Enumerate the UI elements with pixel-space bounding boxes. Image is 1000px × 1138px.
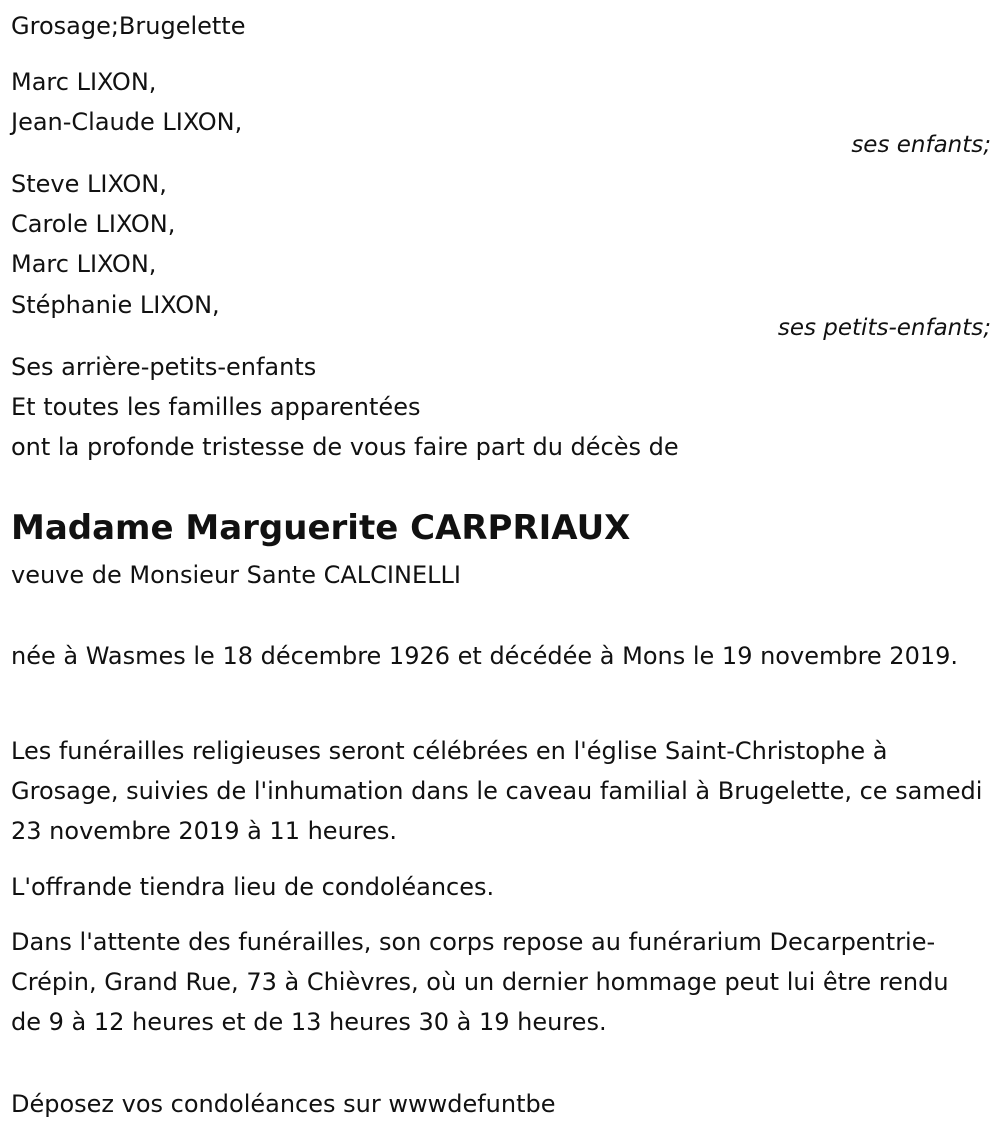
children-label: ses enfants; — [851, 132, 991, 158]
grandchild-name: Marc LIXON, — [11, 250, 157, 278]
child-name: Marc LIXON, — [11, 68, 157, 96]
relatives-line: Et toutes les familles apparentées — [11, 393, 421, 421]
great-grandchildren-line: Ses arrière-petits-enfants — [11, 353, 317, 381]
offering-paragraph: L'offrande tiendra lieu de condoléances. — [11, 873, 495, 901]
widow-of-line: veuve de Monsieur Sante CALCINELLI — [11, 561, 461, 589]
condolences-line: Déposez vos condoléances sur wwwdefuntbe — [11, 1090, 556, 1118]
location-header: Grosage;Brugelette — [11, 12, 246, 40]
grandchildren-label: ses petits-enfants; — [777, 315, 991, 341]
grandchild-name: Steve LIXON, — [11, 170, 167, 198]
child-name: Jean-Claude LIXON, — [11, 108, 243, 136]
funeral-paragraph: Les funérailles religieuses seront célébrées en l'église Saint-Christophe à Grosage, suivies de l'inhumation dans le caveau familial à Brugelette, ce samedi 23 novembre 2019 à 11 heures. — [11, 737, 983, 845]
announcement-line: ont la profonde tristesse de vous faire part du décès de — [11, 433, 679, 461]
obituary-notice — [11, 0, 991, 1138]
visitation-paragraph: Dans l'attente des funérailles, son corps repose au funérarium Decarpentrie-Crépin, Grand Rue, 73 à Chièvres, où un dernier hommage peut lui être rendu de 9 à 12 heures et de 13 heures 30 à 19 heures. — [11, 928, 949, 1036]
deceased-name: Madame Marguerite CARPRIAUX — [11, 508, 631, 548]
grandchild-name: Stéphanie LIXON, — [11, 291, 220, 319]
birth-death-paragraph: née à Wasmes le 18 décembre 1926 et décédée à Mons le 19 novembre 2019. — [11, 642, 959, 670]
grandchild-name: Carole LIXON, — [11, 210, 176, 238]
